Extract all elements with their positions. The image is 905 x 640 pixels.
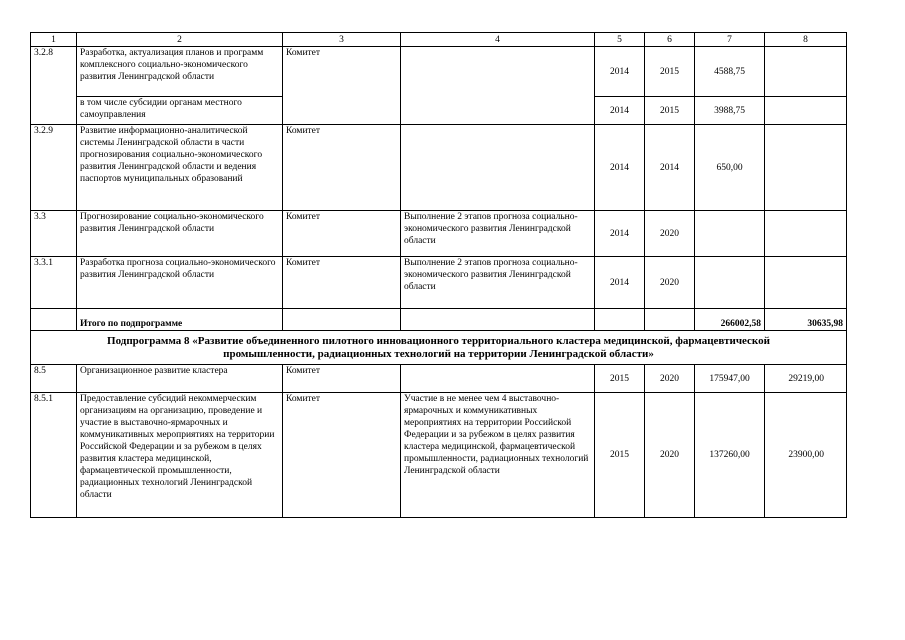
header-col-1: 1 [31, 33, 77, 47]
year-start: 2014 [595, 97, 645, 125]
row-number: 8.5.1 [31, 393, 77, 518]
amount-total: 175947,00 [695, 365, 765, 393]
expected-result: Участие в не менее чем 4 выставочно-ярмарочных и коммуникативных мероприятиях на территории Российской Федерации и за рубежом в целях развития кластера медицинской, фармацевтической промышленности, радиационных технологий Ленинградской области [401, 393, 595, 518]
subprogram-title: Подпрограмма 8 «Развитие объединенного пилотного инновационного территориального кластера медицинской, фармацевтической промышленности, радиационных технологий на территории Ленинградской области» [31, 331, 847, 365]
amount-col-8 [765, 97, 847, 125]
executor: Комитет [283, 125, 401, 211]
executor: Комитет [283, 393, 401, 518]
subprogram-row [31, 331, 847, 365]
row-number: 3.3.1 [31, 257, 77, 309]
table-row [31, 257, 847, 309]
amount-total: 3988,75 [695, 97, 765, 125]
expected-result: Выполнение 2 этапов прогноза социально-экономического развития Ленинградской области [401, 211, 595, 257]
amount-col-8: 29219,00 [765, 365, 847, 393]
amount-total: 137260,00 [695, 393, 765, 518]
header-col-5: 5 [595, 33, 645, 47]
year-end: 2020 [645, 365, 695, 393]
header-col-6: 6 [645, 33, 695, 47]
activity-name: Предоставление субсидий некоммерческим организациям на организацию, проведение и участие в выставочно-ярмарочных и коммуникативных мероприятиях на территории Российской Федерации и за рубежом в целях развития кластера медицинской, фармацевтической промышленности, радиационных технологий Ленинградской области [77, 393, 283, 518]
table-row [31, 365, 847, 393]
amount-total: 4588,75 [695, 47, 765, 97]
header-col-7: 7 [695, 33, 765, 47]
year-end: 2020 [645, 211, 695, 257]
year-start: 2014 [595, 125, 645, 211]
executor: Комитет [283, 47, 401, 125]
row-number: 3.2.8 [31, 47, 77, 125]
amount-col-8 [765, 257, 847, 309]
header-col-4: 4 [401, 33, 595, 47]
amount-total: 650,00 [695, 125, 765, 211]
amount-col-8: 23900,00 [765, 393, 847, 518]
year-end: 2014 [645, 125, 695, 211]
activity-name: Разработка прогноза социально-экономического развития Ленинградской области [77, 257, 283, 309]
executor: Комитет [283, 211, 401, 257]
header-col-2: 2 [77, 33, 283, 47]
year-end: 2015 [645, 97, 695, 125]
subtotal-label: Итого по подпрограмме [77, 309, 283, 331]
table-row [31, 47, 847, 97]
header-col-8: 8 [765, 33, 847, 47]
year-start: 2014 [595, 257, 645, 309]
amount-total [695, 211, 765, 257]
amount-col-8 [765, 211, 847, 257]
table-row [31, 393, 847, 518]
expected-result [401, 125, 595, 211]
year-start: 2014 [595, 211, 645, 257]
subtotal-row [31, 309, 847, 331]
table-row [31, 125, 847, 211]
year-end: 2020 [645, 393, 695, 518]
row-number: 3.3 [31, 211, 77, 257]
expected-result: Выполнение 2 этапов прогноза социально-экономического развития Ленинградской области [401, 257, 595, 309]
expected-result [401, 365, 595, 393]
executor: Комитет [283, 257, 401, 309]
executor: Комитет [283, 365, 401, 393]
year-end: 2020 [645, 257, 695, 309]
row-number: 3.2.9 [31, 125, 77, 211]
activity-name: Прогнозирование социально-экономического развития Ленинградской области [77, 211, 283, 257]
subtotal-amount-total: 266002,58 [695, 309, 765, 331]
header-col-3: 3 [283, 33, 401, 47]
expected-result [401, 47, 595, 125]
amount-total [695, 257, 765, 309]
year-end: 2015 [645, 47, 695, 97]
activity-name: Разработка, актуализация планов и программ комплексного социально-экономического развития Ленинградской области [77, 47, 283, 97]
row-number: 8.5 [31, 365, 77, 393]
amount-col-8 [765, 125, 847, 211]
subtotal-amount-col-8: 30635,98 [765, 309, 847, 331]
activity-name: Развитие информационно-аналитической системы Ленинградской области в части прогнозирования социально-экономического развития Ленинградской области и ведения паспортов муниципальных образований [77, 125, 283, 211]
year-start: 2014 [595, 47, 645, 97]
table-row [31, 211, 847, 257]
year-start: 2015 [595, 393, 645, 518]
program-activities-table [30, 32, 847, 518]
activity-name: в том числе субсидии органам местного самоуправления [77, 97, 283, 125]
amount-col-8 [765, 47, 847, 97]
year-start: 2015 [595, 365, 645, 393]
activity-name: Организационное развитие кластера [77, 365, 283, 393]
header-row [31, 33, 847, 47]
